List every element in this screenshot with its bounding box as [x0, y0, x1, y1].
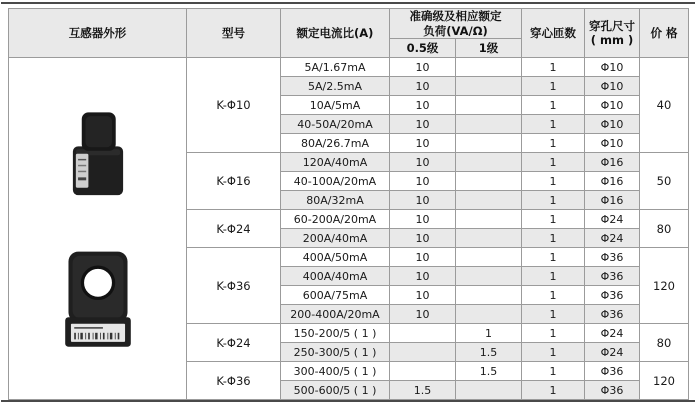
- class05-load-cell: 10: [390, 172, 456, 191]
- turns-cell: 1: [522, 96, 585, 115]
- turns-cell: 1: [522, 305, 585, 324]
- class05-load-cell: 10: [390, 248, 456, 267]
- hole-size-cell: Φ36: [585, 305, 640, 324]
- class05-load-cell: 10: [390, 267, 456, 286]
- header-hole-size: [585, 9, 640, 58]
- price-cell: 80: [640, 324, 689, 362]
- class1-load-cell: [456, 267, 522, 286]
- split-core-ct-image: [57, 248, 139, 352]
- hole-size-cell: Φ10: [585, 96, 640, 115]
- table-body: [9, 58, 689, 400]
- appearance-cell: [9, 58, 187, 400]
- class05-load-cell: 10: [390, 305, 456, 324]
- turns-cell: 1: [522, 229, 585, 248]
- hole-size-cell: Φ16: [585, 191, 640, 210]
- ratio-cell: 40-50A/20mA: [281, 115, 390, 134]
- solid-core-ct-image: [61, 105, 135, 201]
- turns-cell: 1: [522, 248, 585, 267]
- ratio-cell: 400A/50mA: [281, 248, 390, 267]
- class05-load-cell: [390, 343, 456, 362]
- ratio-cell: 150-200/5 ( 1 ): [281, 324, 390, 343]
- class05-load-cell: 10: [390, 191, 456, 210]
- appearance-images: [9, 59, 186, 399]
- table-row: [9, 58, 689, 77]
- turns-cell: 1: [522, 267, 585, 286]
- hole-size-cell: Φ10: [585, 115, 640, 134]
- class05-load-cell: 10: [390, 153, 456, 172]
- hole-size-cell: Φ24: [585, 210, 640, 229]
- class1-load-cell: [456, 153, 522, 172]
- ratio-cell: 120A/40mA: [281, 153, 390, 172]
- header-accuracy-group: [390, 9, 522, 39]
- ratio-cell: 200A/40mA: [281, 229, 390, 248]
- ratio-cell: 400A/40mA: [281, 267, 390, 286]
- class1-load-cell: [456, 210, 522, 229]
- ratio-cell: 500-600/5 ( 1 ): [281, 381, 390, 400]
- header-class-1: 1级: [456, 39, 522, 58]
- hole-size-cell: Φ36: [585, 381, 640, 400]
- class05-load-cell: 10: [390, 77, 456, 96]
- ratio-cell: 600A/75mA: [281, 286, 390, 305]
- table-header: [9, 9, 689, 58]
- class05-load-cell: 10: [390, 58, 456, 77]
- class05-load-cell: [390, 362, 456, 381]
- header-accuracy-line2: 负荷(VA/Ω): [423, 23, 488, 38]
- hole-size-cell: Φ36: [585, 267, 640, 286]
- turns-cell: 1: [522, 191, 585, 210]
- turns-cell: 1: [522, 58, 585, 77]
- turns-cell: 1: [522, 153, 585, 172]
- ratio-cell: 200-400A/20mA: [281, 305, 390, 324]
- class1-load-cell: [456, 96, 522, 115]
- table-top-rule: [1, 2, 695, 4]
- class05-load-cell: 1.5: [390, 381, 456, 400]
- ratio-cell: 5A/1.67mA: [281, 58, 390, 77]
- turns-cell: 1: [522, 134, 585, 153]
- class1-load-cell: [456, 191, 522, 210]
- hole-size-cell: Φ24: [585, 343, 640, 362]
- hole-size-cell: Φ16: [585, 172, 640, 191]
- price-cell: 40: [640, 58, 689, 153]
- class1-load-cell: 1: [456, 324, 522, 343]
- ratio-cell: 250-300/5 ( 1 ): [281, 343, 390, 362]
- hole-size-cell: Φ36: [585, 286, 640, 305]
- header-ratio: 额定电流比(A): [281, 9, 390, 58]
- header-accuracy-line1: 准确级及相应额定: [409, 9, 502, 24]
- hole-size-cell: Φ10: [585, 134, 640, 153]
- header-model: 型号: [187, 9, 281, 58]
- hole-size-cell: Φ16: [585, 153, 640, 172]
- class05-load-cell: [390, 324, 456, 343]
- hole-size-cell: Φ10: [585, 77, 640, 96]
- model-cell: K-Φ36: [187, 248, 281, 324]
- ratio-cell: 80A/26.7mA: [281, 134, 390, 153]
- model-cell: K-Φ24: [187, 210, 281, 248]
- ratio-cell: 10A/5mA: [281, 96, 390, 115]
- header-hole-line1: 穿孔尺寸: [589, 18, 635, 33]
- class05-load-cell: 10: [390, 210, 456, 229]
- turns-cell: 1: [522, 286, 585, 305]
- turns-cell: 1: [522, 362, 585, 381]
- ratio-cell: 40-100A/20mA: [281, 172, 390, 191]
- header-turns: 穿心匝数: [522, 9, 585, 58]
- model-cell: K-Φ24: [187, 324, 281, 362]
- transformer-spec-table: [8, 8, 689, 400]
- hole-size-cell: Φ24: [585, 324, 640, 343]
- class05-load-cell: 10: [390, 134, 456, 153]
- price-cell: 50: [640, 153, 689, 210]
- class1-load-cell: [456, 134, 522, 153]
- ratio-cell: 80A/32mA: [281, 191, 390, 210]
- turns-cell: 1: [522, 343, 585, 362]
- table-bottom-rule: [1, 400, 695, 402]
- class1-load-cell: [456, 248, 522, 267]
- class05-load-cell: 10: [390, 229, 456, 248]
- class1-load-cell: [456, 172, 522, 191]
- class1-load-cell: [456, 115, 522, 134]
- ratio-cell: 300-400/5 ( 1 ): [281, 362, 390, 381]
- hole-size-cell: Φ10: [585, 58, 640, 77]
- class05-load-cell: 10: [390, 115, 456, 134]
- class1-load-cell: [456, 305, 522, 324]
- header-appearance: 互感器外形: [9, 9, 187, 58]
- model-cell: K-Φ36: [187, 362, 281, 400]
- class1-load-cell: [456, 286, 522, 305]
- class05-load-cell: 10: [390, 96, 456, 115]
- price-cell: 80: [640, 210, 689, 248]
- class1-load-cell: [456, 58, 522, 77]
- header-price: 价 格: [640, 9, 689, 58]
- price-cell: 120: [640, 248, 689, 324]
- turns-cell: 1: [522, 324, 585, 343]
- turns-cell: 1: [522, 172, 585, 191]
- header-hole-line2: ( mm ): [590, 33, 634, 47]
- turns-cell: 1: [522, 115, 585, 134]
- hole-size-cell: Φ24: [585, 229, 640, 248]
- model-cell: K-Φ16: [187, 153, 281, 210]
- price-cell: 120: [640, 362, 689, 400]
- turns-cell: 1: [522, 210, 585, 229]
- class1-load-cell: [456, 229, 522, 248]
- header-class-05: 0.5级: [390, 39, 456, 58]
- hole-size-cell: Φ36: [585, 248, 640, 267]
- turns-cell: 1: [522, 77, 585, 96]
- turns-cell: 1: [522, 381, 585, 400]
- class1-load-cell: 1.5: [456, 362, 522, 381]
- class1-load-cell: 1.5: [456, 343, 522, 362]
- hole-size-cell: Φ36: [585, 362, 640, 381]
- ratio-cell: 5A/2.5mA: [281, 77, 390, 96]
- model-cell: K-Φ10: [187, 58, 281, 153]
- ratio-cell: 60-200A/20mA: [281, 210, 390, 229]
- class05-load-cell: 10: [390, 286, 456, 305]
- class1-load-cell: [456, 77, 522, 96]
- class1-load-cell: [456, 381, 522, 400]
